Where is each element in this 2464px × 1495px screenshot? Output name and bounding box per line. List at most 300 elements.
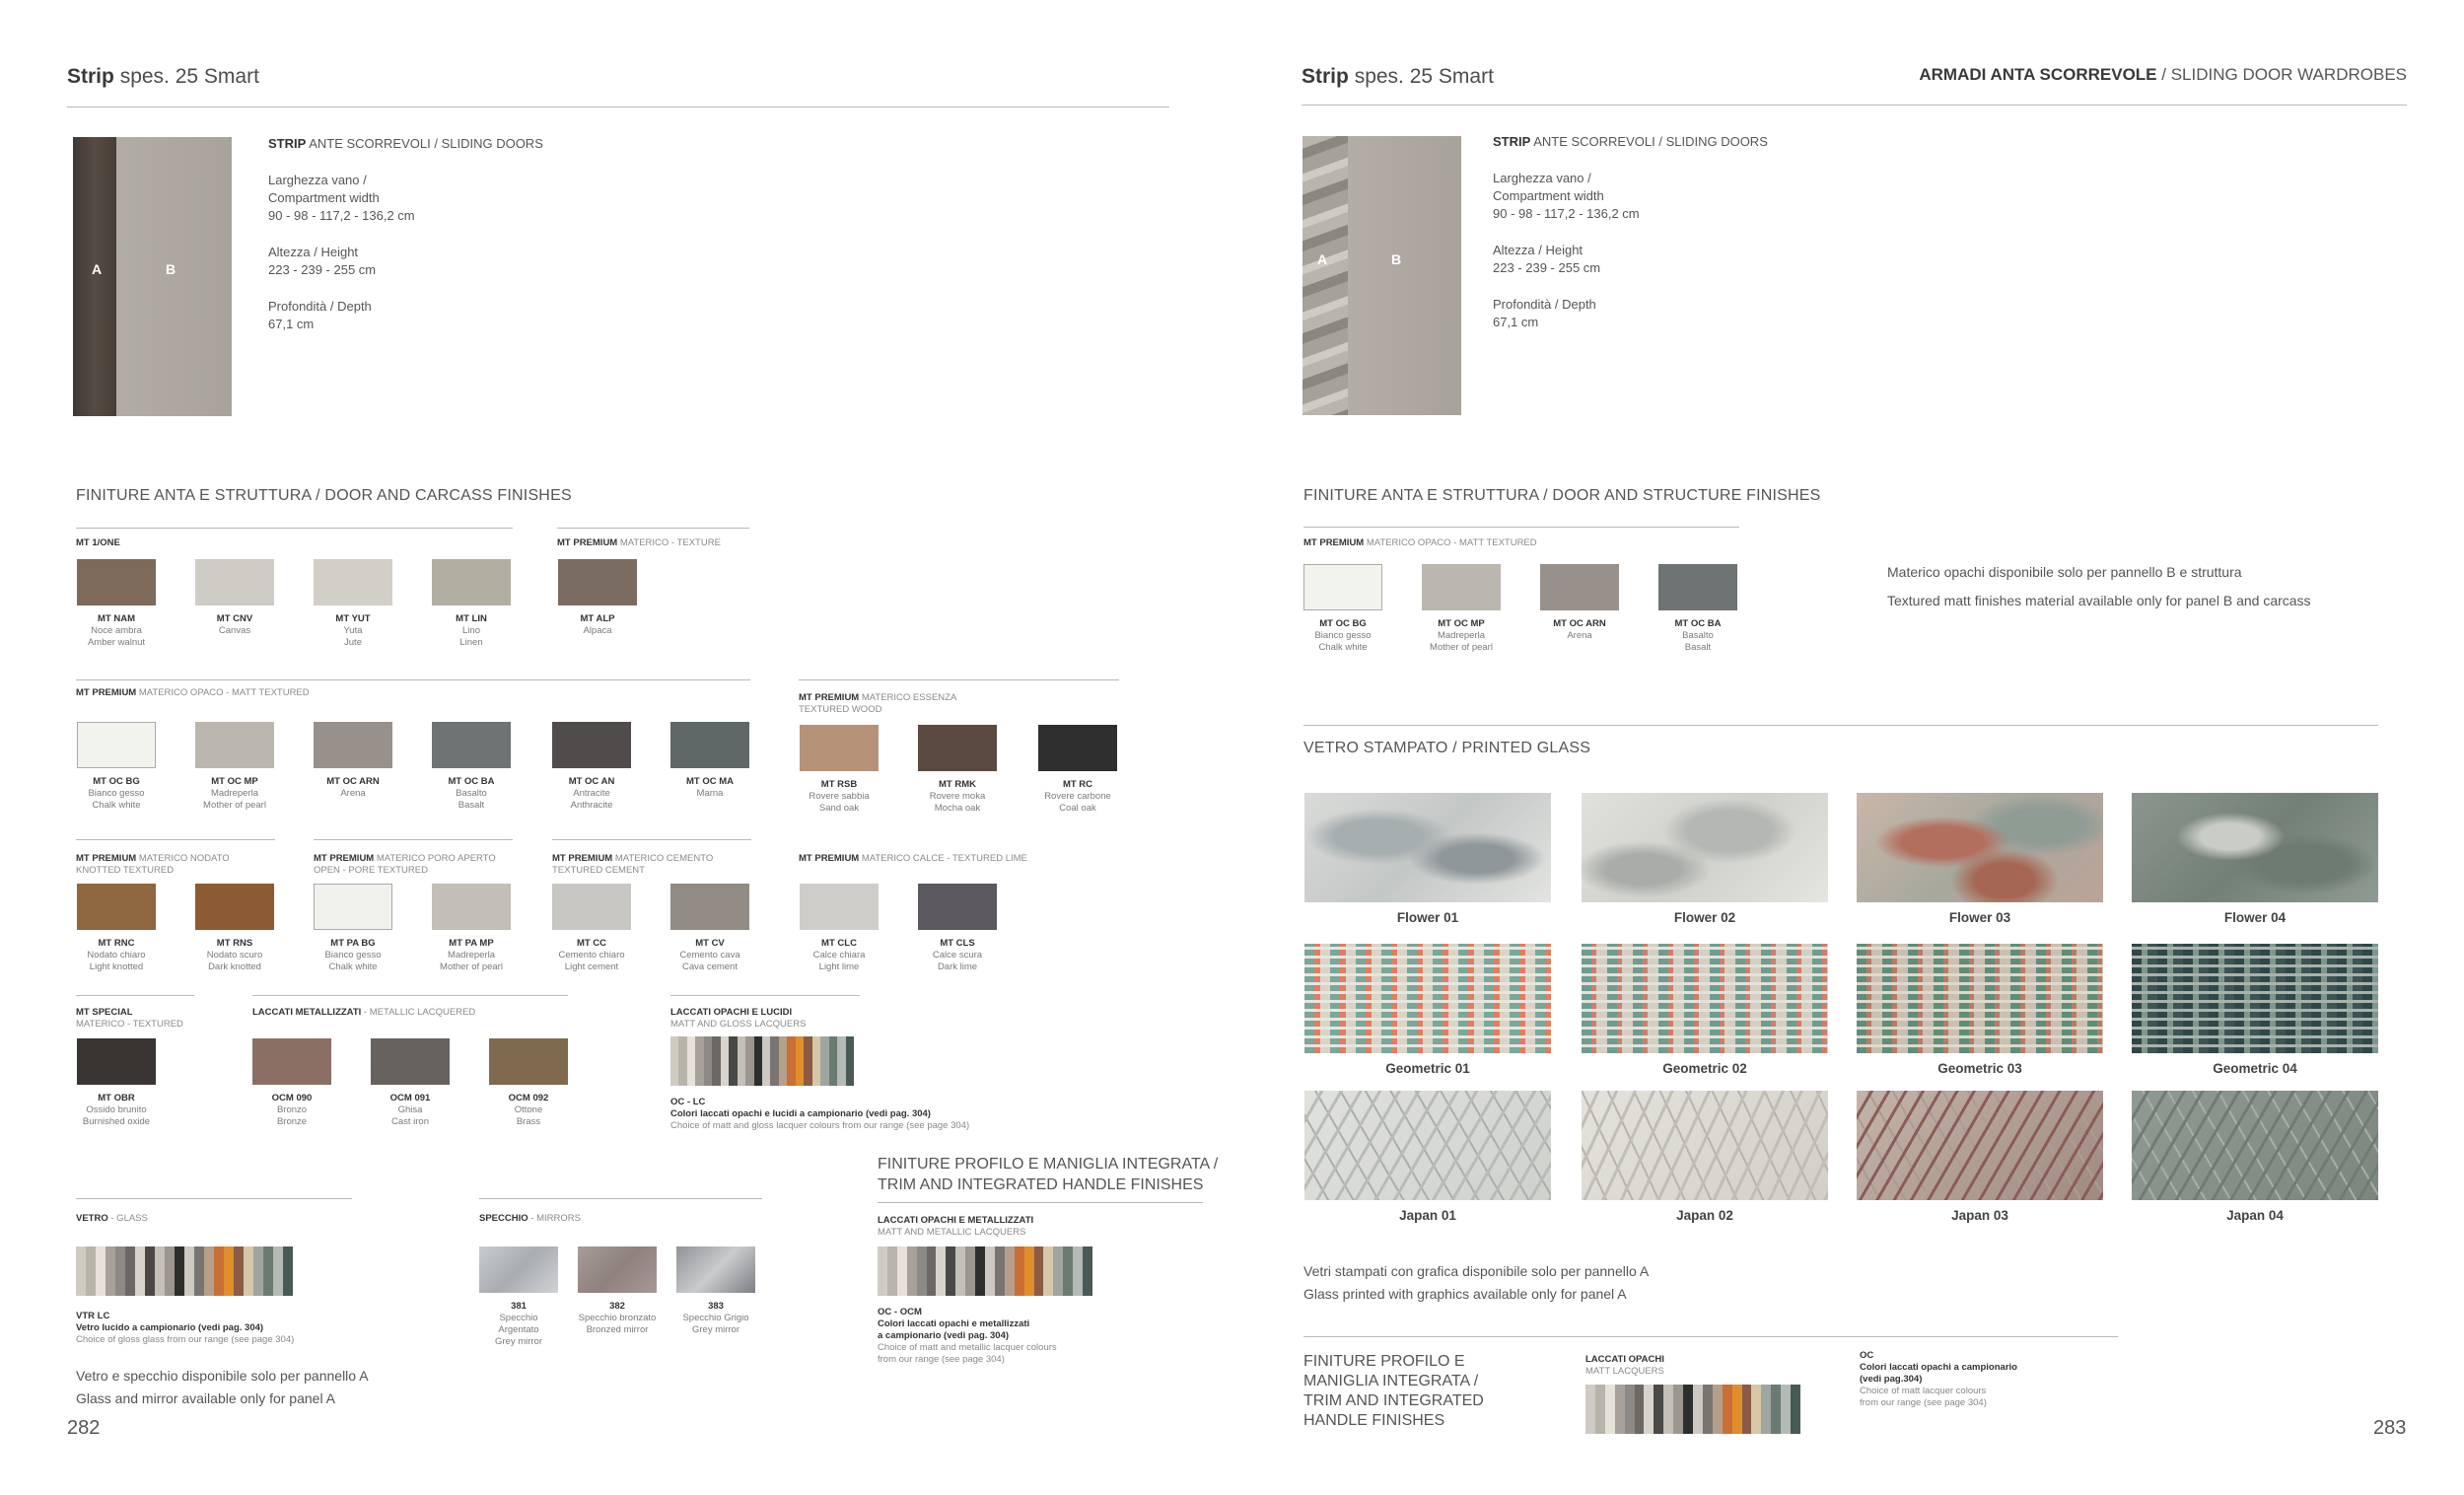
- swatch-name-it: Basalto: [456, 788, 487, 799]
- lacquer-color-chip: [712, 1036, 720, 1086]
- swatch-code: MT OBR: [98, 1093, 135, 1103]
- lacquer-color-chip: [687, 1036, 695, 1086]
- glass-geometric-02: [1582, 944, 1828, 1053]
- swatch-name-it: Cemento cava: [679, 950, 740, 961]
- glass-name: Flower 02: [1673, 910, 1736, 925]
- swatch-name-it: Yuta: [343, 625, 363, 636]
- glass-flower-04: [2132, 793, 2378, 902]
- swatch-code: MT OC MP: [211, 776, 258, 787]
- group-vetro: VETRO - GLASS: [76, 1213, 148, 1224]
- left-page-number: 282: [67, 1417, 101, 1439]
- swatch-mt-oc-arn: [314, 722, 392, 768]
- lacquer-color-chip: [936, 1246, 946, 1296]
- swatch-name-it: Bianco gesso: [324, 950, 382, 961]
- swatch-mt-rsb: [800, 725, 879, 771]
- lacquer-color-chip: [1771, 1385, 1781, 1434]
- right-profile-title: FINITURE PROFILO E MANIGLIA INTEGRATA / TRIM AND INTEGRATED HANDLE FINISHES: [1303, 1353, 1484, 1429]
- lacquer-color-chip: [204, 1246, 214, 1296]
- swatch-name-it: Arena: [340, 788, 366, 799]
- lacquer-color-chip: [273, 1246, 283, 1296]
- swatch-label: [351, 1093, 469, 1128]
- group-mt-premium-lime: MT PREMIUM MATERICO CALCE - TEXTURED LIME: [799, 853, 1027, 864]
- swatch-label: [532, 938, 651, 973]
- lacquer-color-chip: [897, 1246, 907, 1296]
- swatch-label: [57, 938, 176, 973]
- lacquer-color-chip: [829, 1036, 837, 1086]
- mirror-381-swatch: [479, 1246, 558, 1293]
- swatch-label: [57, 776, 176, 812]
- swatch-label: [294, 938, 412, 973]
- swatch-name-it: Rovere sabbia: [809, 791, 870, 802]
- lacquer-color-chip: [812, 1036, 820, 1086]
- lacquer-color-chip: [927, 1246, 937, 1296]
- swatch-code: MT CV: [695, 938, 725, 949]
- swatch-mt-cc: [552, 884, 631, 930]
- glass-geometric-01: [1304, 944, 1551, 1053]
- group-metallic: LACCATI METALLIZZATI - METALLIC LACQUERED: [252, 1007, 476, 1018]
- left-finishes-title: FINITURE ANTA E STRUTTURA / DOOR AND CARCASS FINISHES: [76, 487, 572, 504]
- swatch-name-it: Nodato chiaro: [87, 950, 146, 961]
- right-header-rule: [1302, 105, 2407, 106]
- swatch-name-it: Calce chiara: [812, 950, 866, 961]
- vetro-glass-strip: [76, 1246, 293, 1296]
- lacquer-color-chip: [1732, 1385, 1742, 1434]
- swatch-name-it: Madreperla: [210, 788, 259, 799]
- rule: [76, 995, 194, 996]
- swatch-label: [1284, 618, 1402, 654]
- swatch-code: MT OC AN: [568, 776, 615, 787]
- swatch-name-en: Mother of pearl: [1430, 642, 1493, 653]
- rule: [314, 839, 513, 840]
- rule: [799, 679, 1119, 680]
- right-page-category: ARMADI ANTA SCORREVOLE / SLIDING DOOR WARDROBES: [1919, 65, 2407, 84]
- swatch-name-it: Ossido brunito: [86, 1104, 147, 1115]
- lacquer-color-chip: [263, 1246, 273, 1296]
- lacquer-color-chip: [745, 1036, 753, 1086]
- swatch-name-en: Light knotted: [89, 961, 144, 972]
- swatch-code: MT RSB: [820, 779, 858, 790]
- rule: [479, 1198, 762, 1199]
- swatch-mt-rmk: [918, 725, 997, 771]
- swatch-name-en: Dark lime: [937, 961, 978, 972]
- glass-name: Geometric 04: [2213, 1061, 2297, 1076]
- swatch-mt-pa-mp: [432, 884, 511, 930]
- lacquer-color-chip: [1015, 1246, 1024, 1296]
- swatch-label: [538, 613, 657, 637]
- swatch-name-it: Nodato scuro: [206, 950, 263, 961]
- lacquer-color-chip: [1693, 1385, 1703, 1434]
- right-profile-info: OC Colori laccati opachi a campionario (vedi pag.304) Choice of matt lacquer colours from our range (see page 304): [1860, 1350, 2017, 1408]
- group-mt-premium-pore: MT PREMIUM MATERICO PORO APERTO OPEN - PORE TEXTURED: [314, 853, 496, 876]
- swatch-name-en: Anthracite: [570, 800, 613, 811]
- lacquer-color-chip: [995, 1246, 1005, 1296]
- swatch-name-it: Antracite: [573, 788, 610, 799]
- lacquer-color-chip: [1625, 1385, 1635, 1434]
- swatch-code: MT RMK: [939, 779, 976, 790]
- swatch-label: [780, 938, 898, 973]
- swatch-label: [412, 613, 530, 649]
- swatch-code: MT OC BA: [1674, 618, 1722, 629]
- lacquer-color-chip: [695, 1036, 703, 1086]
- swatch-label: [412, 938, 530, 973]
- glass-flower-03: [1857, 793, 2103, 902]
- swatch-mt-obr: [77, 1038, 156, 1085]
- profile-info: OC - OCM Colori laccati opachi e metallizzati a campionario (vedi pag. 304) Choice of matt and metallic lacquer colours from our range (see page 304): [878, 1307, 1057, 1365]
- lacquer-color-chip: [115, 1246, 125, 1296]
- lacquer-color-chip: [135, 1246, 145, 1296]
- glass-name: Geometric 03: [1937, 1061, 2022, 1076]
- right-matt-note: Materico opachi disponibile solo per pannello B e struttura Textured matt finishes material available only for panel B and carcass: [1887, 564, 2311, 608]
- group-mt-premium-knotted: MT PREMIUM MATERICO NODATO KNOTTED TEXTURED: [76, 853, 230, 876]
- lacquer-color-chip: [1615, 1385, 1625, 1434]
- glass-japan-01: [1304, 1091, 1551, 1200]
- vetro-note: Vetro e specchio disponibile solo per pannello A Glass and mirror available only for panel A: [76, 1368, 369, 1406]
- swatch-label: [1520, 618, 1639, 642]
- swatch-code: MT RC: [1062, 779, 1093, 790]
- lacquer-color-chip: [1673, 1385, 1683, 1434]
- group-profile-lacquers: LACCATI OPACHI E METALLIZZATI MATT AND METALLIC LACQUERS: [878, 1215, 1034, 1238]
- lacquer-color-chip: [975, 1246, 985, 1296]
- lacquer-color-chip: [779, 1036, 787, 1086]
- glass-japan-02: [1582, 1091, 1828, 1200]
- swatch-mt-pa-bg: [314, 884, 392, 930]
- group-mt-premium-matt: MT PREMIUM MATERICO OPACO - MATT TEXTURED: [76, 687, 310, 698]
- lacquer-color-chip: [1713, 1385, 1723, 1434]
- swatch-name-en: Mother of pearl: [203, 800, 266, 811]
- swatch-name-it: Bronzo: [276, 1104, 308, 1115]
- swatch-code: OCM 091: [389, 1093, 431, 1103]
- rule: [670, 995, 860, 996]
- panel-a-label: A: [1317, 251, 1328, 267]
- glass-name: Flower 01: [1396, 910, 1459, 925]
- glass-note: Vetri stampati con grafica disponibile solo per pannello A Glass printed with graphics available only for panel A: [1303, 1263, 1650, 1302]
- lacquer-color-chip: [704, 1036, 712, 1086]
- swatch-label: [532, 776, 651, 812]
- right-page-title: Strip spes. 25 Smart: [1302, 65, 1494, 88]
- swatch-label: [176, 938, 294, 973]
- swatch-name-it: Lino: [462, 625, 480, 636]
- lacquer-color-chip: [165, 1246, 175, 1296]
- lacquer-color-chip: [770, 1036, 778, 1086]
- swatch-code: MT YUT: [335, 613, 371, 624]
- glass-name: Japan 04: [2226, 1208, 2284, 1223]
- lacquer-color-chip: [1723, 1385, 1732, 1434]
- swatch-name-en: Basalt: [1684, 642, 1712, 653]
- swatch-code: MT CLS: [940, 938, 975, 949]
- swatch-name-it: Rovere moka: [929, 791, 986, 802]
- swatch-code: MT PA BG: [330, 938, 376, 949]
- mirror-382-swatch: [578, 1246, 657, 1293]
- oc-lc-info: OC - LC Colori laccati opachi e lucidi a campionario (vedi pag. 304) Choice of matt and gloss lacquer colours from our range (see page 304): [670, 1097, 970, 1131]
- profile-lacquer-strip: [878, 1246, 1092, 1296]
- swatch-name-it: Arena: [1567, 630, 1592, 641]
- swatch-mt-cv: [670, 884, 749, 930]
- swatch-mt-cls: [918, 884, 997, 930]
- swatch-label: [651, 938, 769, 973]
- swatch-label: [176, 776, 294, 812]
- lacquer-color-chip: [955, 1246, 965, 1296]
- swatch-name-it: Calce scura: [932, 950, 983, 961]
- lacquer-color-chip: [887, 1246, 897, 1296]
- swatch-label: [1402, 618, 1520, 654]
- swatch-label: [233, 1093, 351, 1128]
- lacquer-color-chip: [1053, 1246, 1063, 1296]
- swatch-code: MT OC MA: [685, 776, 735, 787]
- lacquer-color-chip: [76, 1246, 86, 1296]
- glass-name: Flower 04: [2223, 910, 2287, 925]
- lacquer-color-chip: [1073, 1246, 1083, 1296]
- swatch-label: [176, 613, 294, 637]
- swatch-name-en: Dark knotted: [208, 961, 261, 972]
- rule: [76, 679, 750, 680]
- swatch-mt-oc-bg: [77, 722, 156, 768]
- lacquer-color-chip: [721, 1036, 729, 1086]
- swatch-code: MT CNV: [216, 613, 253, 624]
- lacquer-color-chip: [1005, 1246, 1015, 1296]
- lacquer-color-chip: [145, 1246, 155, 1296]
- lacquer-color-chip: [1761, 1385, 1771, 1434]
- mirror-383-label: 383 Specchio Grigio Grey mirror: [682, 1301, 749, 1335]
- swatch-mt-lin: [432, 559, 511, 605]
- lacquer-color-chip: [837, 1036, 845, 1086]
- swatch-name-en: Jute: [344, 637, 362, 648]
- mirror-381-label: 381 Specchio Argentato Grey mirror: [494, 1301, 543, 1347]
- group-mt-premium-cement: MT PREMIUM MATERICO CEMENTO TEXTURED CEMENT: [552, 853, 714, 876]
- swatch-name-en: Cast iron: [390, 1116, 429, 1127]
- swatch-name-it: Noce ambra: [91, 625, 142, 636]
- swatch-mt-oc-ma: [670, 722, 749, 768]
- swatch-name-it: Bianco gesso: [88, 788, 145, 799]
- lacquer-color-chip: [678, 1036, 686, 1086]
- lacquer-color-chip: [96, 1246, 106, 1296]
- rule: [76, 1198, 352, 1199]
- swatch-name-it: Basalto: [1682, 630, 1714, 641]
- lacquer-color-chip: [820, 1036, 828, 1086]
- lacquer-color-chip: [1635, 1385, 1645, 1434]
- swatch-name-it: Canvas: [218, 625, 251, 636]
- swatch-code: MT OC ARN: [326, 776, 380, 787]
- swatch-code: MT OC MP: [1438, 618, 1485, 629]
- lacquer-color-chip: [1742, 1385, 1752, 1434]
- rule: [252, 995, 568, 996]
- swatch-mt-oc-ba: [432, 722, 511, 768]
- swatch-label: [651, 776, 769, 800]
- panel-b-label: B: [166, 261, 176, 277]
- vetro-info: VTR LC Vetro lucido a campionario (vedi pag. 304) Choice of gloss glass from our range (see page 304): [76, 1311, 295, 1345]
- lacquer-color-chip: [125, 1246, 135, 1296]
- lacquer-color-chip: [754, 1036, 762, 1086]
- swatch-label: [898, 779, 1017, 815]
- lacquer-color-chip: [917, 1246, 927, 1296]
- swatch-code: MT LIN: [456, 613, 487, 624]
- group-lacquers: LACCATI OPACHI E LUCIDI MATT AND GLOSS LACQUERS: [670, 1007, 807, 1030]
- swatch-mt-yut: [314, 559, 392, 605]
- panel-a-label: A: [92, 261, 103, 277]
- swatch-mt-clc: [800, 884, 879, 930]
- swatch-name-it: Ghisa: [397, 1104, 423, 1115]
- lacquer-color-chip: [1663, 1385, 1673, 1434]
- swatch-code: MT ALP: [580, 613, 615, 624]
- right-profile-lacquer-strip: [1585, 1385, 1800, 1434]
- rule: [76, 839, 275, 840]
- swatch-label: [1639, 618, 1757, 654]
- lacquer-color-chip: [1644, 1385, 1654, 1434]
- mirror-383-swatch: [676, 1246, 755, 1293]
- lacquer-color-chip: [1585, 1385, 1595, 1434]
- lacquer-color-chip: [1703, 1385, 1713, 1434]
- mirror-382-label: 382 Specchio bronzato Bronzed mirror: [578, 1301, 657, 1335]
- lacquer-color-chip: [283, 1246, 293, 1296]
- swatch-name-it: Madreperla: [447, 950, 496, 961]
- swatch-name-it: Bianco gesso: [1314, 630, 1372, 641]
- panel-b-label: B: [1391, 251, 1402, 267]
- lacquer-color-chip: [1083, 1246, 1092, 1296]
- swatch-name-it: Alpaca: [583, 625, 612, 636]
- rule: [878, 1202, 1203, 1203]
- swatch-name-en: Mocha oak: [934, 803, 981, 814]
- lacquer-color-chip: [1791, 1385, 1800, 1434]
- swatch-name-it: Madreperla: [1437, 630, 1486, 641]
- lacquer-color-chip: [762, 1036, 770, 1086]
- glass-flower-02: [1582, 793, 1828, 902]
- swatch-label: [469, 1093, 588, 1128]
- swatch-label: [294, 613, 412, 649]
- rule: [557, 528, 749, 529]
- right-profile-group: LACCATI OPACHI MATT LACQUERS: [1585, 1354, 1664, 1377]
- lacquer-color-chip: [946, 1246, 955, 1296]
- swatch-code: MT NAM: [98, 613, 135, 624]
- left-page-title: Strip spes. 25 Smart: [67, 65, 259, 88]
- lacquer-color-chip: [184, 1246, 194, 1296]
- right-product-spec: STRIP ANTE SCORREVOLI / SLIDING DOORS Larghezza vano / Compartment width 90 - 98 - 117,2 - 136,2 cm Altezza / Height 223 - 239 - 255 cm Profondità / Depth 67,1 cm: [1493, 134, 1768, 329]
- swatch-name-en: Burnished oxide: [82, 1116, 151, 1127]
- lacquer-color-chip: [787, 1036, 795, 1086]
- lacquer-color-chip: [1683, 1385, 1693, 1434]
- swatch-mt-cnv: [195, 559, 274, 605]
- swatch-name-en: Chalk white: [328, 961, 378, 972]
- swatch-name-it: Marna: [696, 788, 724, 799]
- lacquer-color-chip: [214, 1246, 224, 1296]
- glass-name: Japan 03: [1951, 1208, 2008, 1223]
- lacquer-color-chip: [729, 1036, 737, 1086]
- swatch-label: [57, 1093, 176, 1128]
- swatch-name-en: Light cement: [564, 961, 619, 972]
- swatch-label: [1019, 779, 1137, 815]
- swatch-name-en: Chalk white: [92, 800, 141, 811]
- swatch-mt-oc-mp: [195, 722, 274, 768]
- rule: [552, 839, 751, 840]
- glass-name: Flower 03: [1948, 910, 2011, 925]
- lacquer-color-chip: [965, 1246, 975, 1296]
- swatch-ocm-092: [489, 1038, 568, 1085]
- swatch-mt-oc-an: [552, 722, 631, 768]
- swatch-code: MT RNS: [216, 938, 253, 949]
- swatch-name-en: Coal oak: [1059, 803, 1096, 814]
- swatch-name-it: Rovere carbone: [1044, 791, 1111, 802]
- swatch-ocm-091: [371, 1038, 450, 1085]
- lacquer-color-chip: [907, 1246, 917, 1296]
- group-mt-one: MT 1/ONE: [76, 537, 120, 548]
- swatch-name-en: Light lime: [818, 961, 860, 972]
- lacquer-color-chip: [878, 1246, 887, 1296]
- lacquer-color-chip: [224, 1246, 234, 1296]
- glass-japan-03: [1857, 1091, 2103, 1200]
- swatch-name-en: Mother of pearl: [440, 961, 503, 972]
- swatch-code: MT OC BG: [93, 776, 140, 787]
- lacquer-color-chip: [738, 1036, 745, 1086]
- glass-japan-04: [2132, 1091, 2378, 1200]
- rule: [1303, 1336, 2118, 1337]
- lacquer-color-chip: [846, 1036, 854, 1086]
- glass-name: Japan 02: [1676, 1208, 1733, 1223]
- swatch-code: MT PA MP: [449, 938, 494, 949]
- left-product-image: [73, 137, 232, 416]
- swatch-code: MT CLC: [821, 938, 857, 949]
- swatch-code: MT CC: [576, 938, 607, 949]
- swatch-mt-oc-ba: [1658, 564, 1737, 610]
- swatch-code: OCM 092: [508, 1093, 549, 1103]
- swatch-name-en: Brass: [516, 1116, 541, 1127]
- rule: [76, 528, 513, 529]
- left-product-spec: STRIP ANTE SCORREVOLI / SLIDING DOORS Larghezza vano / Compartment width 90 - 98 - 117,2 - 136,2 cm Altezza / Height 223 - 239 - 255 cm Profondità / Depth 67,1 cm: [268, 136, 543, 331]
- lacquer-color-chip: [155, 1246, 165, 1296]
- rule: [1303, 527, 1739, 528]
- lacquer-color-chip: [1654, 1385, 1663, 1434]
- swatch-code: MT OC BA: [448, 776, 495, 787]
- lacquer-color-chip: [194, 1246, 204, 1296]
- swatch-label: [294, 776, 412, 800]
- lacquer-color-chip: [253, 1246, 263, 1296]
- glass-name: Japan 01: [1399, 1208, 1456, 1223]
- swatch-mt-oc-bg: [1303, 564, 1382, 610]
- swatch-mt-oc-arn: [1540, 564, 1619, 610]
- lacquer-color-chip: [234, 1246, 244, 1296]
- glass-name: Geometric 02: [1662, 1061, 1747, 1076]
- glass-flower-01: [1304, 793, 1551, 902]
- printed-glass-title: VETRO STAMPATO / PRINTED GLASS: [1303, 740, 1591, 756]
- lacquer-color-chip: [1751, 1385, 1761, 1434]
- lacquer-color-chip: [106, 1246, 115, 1296]
- swatch-ocm-090: [252, 1038, 331, 1085]
- swatch-label: [412, 776, 530, 812]
- swatch-mt-nam: [77, 559, 156, 605]
- swatch-mt-rc: [1038, 725, 1117, 771]
- right-finishes-title: FINITURE ANTA E STRUTTURA / DOOR AND STRUCTURE FINISHES: [1303, 487, 1821, 504]
- lacquer-color-chip: [1605, 1385, 1615, 1434]
- swatch-name-en: Cava cement: [682, 961, 738, 972]
- glass-geometric-03: [1857, 944, 2103, 1053]
- lacquer-color-chip: [985, 1246, 995, 1296]
- group-mt-premium-wood: MT PREMIUM MATERICO ESSENZA TEXTURED WOOD: [799, 692, 957, 715]
- left-profile-title: FINITURE PROFILO E MANIGLIA INTEGRATA / TRIM AND INTEGRATED HANDLE FINISHES: [878, 1156, 1219, 1193]
- oc-lc-lacquer-strip: [670, 1036, 854, 1086]
- swatch-code: MT OC ARN: [1553, 618, 1606, 629]
- swatch-name-en: Basalt: [458, 800, 485, 811]
- lacquer-color-chip: [1024, 1246, 1034, 1296]
- right-group-mt-premium: MT PREMIUM MATERICO OPACO - MATT TEXTURED: [1303, 537, 1537, 548]
- swatch-mt-rnc: [77, 884, 156, 930]
- lacquer-color-chip: [86, 1246, 96, 1296]
- group-mt-special: MT SPECIAL MATERICO - TEXTURED: [76, 1007, 183, 1030]
- swatch-label: [898, 938, 1017, 973]
- swatch-name-en: Linen: [459, 637, 483, 648]
- swatch-name-en: Bronze: [276, 1116, 308, 1127]
- group-specchio: SPECCHIO - MIRRORS: [479, 1213, 581, 1224]
- swatch-code: MT OC BG: [1319, 618, 1367, 629]
- lacquer-color-chip: [1043, 1246, 1053, 1296]
- swatch-name-it: Ottone: [514, 1104, 543, 1115]
- right-product-image: [1302, 136, 1461, 415]
